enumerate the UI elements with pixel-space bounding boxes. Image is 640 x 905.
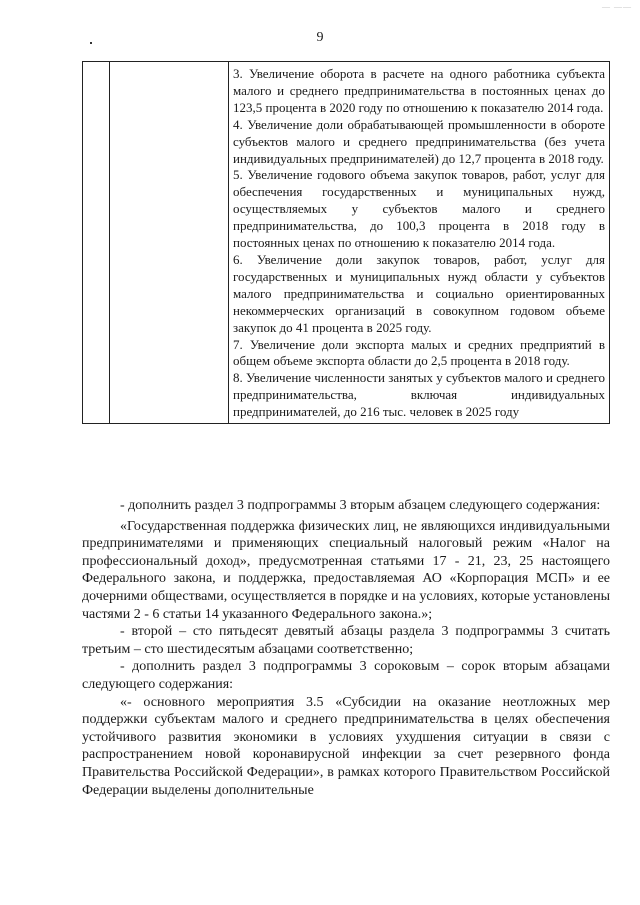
- paragraph: «- основного мероприятия 3.5 «Субсидии на оказание неотложных мер поддержки субъектам малого и среднего предпринимательства в целях обеспечения устойчивого развития экономики в условиях ухудшения ситуации в связи с распространением новой коронавирусной инфекции за счет резервного фонда Правительства Российской Федерации», в рамках которого Правительством Российской Федерации выделены дополнительные: [82, 694, 610, 798]
- page-number: 9: [316, 30, 324, 45]
- indicator-item: 5. Увеличение годового объема закупок товаров, работ, услуг для обеспечения государственных и муниципальных нужд, осуществляемых у субъектов малого и среднего предпринимательства, до 100,3 процента в 2018 году в постоянных ценах по отношению к показателю 2014 года.: [233, 167, 605, 251]
- indicators-table: [82, 61, 610, 424]
- paragraph: «Государственная поддержка физических лиц, не являющихся индивидуальными предпринимателями и применяющих специальный налоговый режим «Налог на профессиональный доход», предусмотренная статьями 17 - 21, 23, 25 настоящего Федерального закона, и поддержка, предоставляемая АО «Корпорация МСП» и ее дочерними обществами, осуществляется в порядке и на условиях, которые установлены частями 2 - 6 статьи 14 указанного Федерального закона.»;: [82, 518, 610, 622]
- corner-mark: — ——: [602, 2, 632, 11]
- indicator-item: 3. Увеличение оборота в расчете на одного работника субъекта малого и среднего предпринимательства в постоянных ценах до 123,5 процента в 2020 году по отношению к показателю 2014 года.: [233, 66, 605, 115]
- indicator-item: 7. Увеличение доли экспорта малых и средних предприятий в общем объеме экспорта области до 2,5 процента в 2018 году.: [233, 336, 605, 369]
- body-text: [82, 497, 610, 799]
- table-row: [83, 62, 610, 424]
- margin-dot: [90, 42, 92, 44]
- table-cell-indicators: [229, 62, 610, 424]
- table-cell-empty-1: [83, 62, 110, 424]
- indicator-item: 4. Увеличение доли обрабатывающей промышленности в обороте субъектов малого и среднего предпринимательства (без учета индивидуальных предпринимателей) до 12,7 процента в 2018 году.: [233, 116, 605, 166]
- indicator-item: 6. Увеличение доли закупок товаров, работ, услуг для государственных и муниципальных нужд области у субъектов малого предпринимательства и социально ориентированных некоммерческих организаций в совокупном годовом объеме закупок до 41 процента в 2025 году.: [233, 251, 605, 335]
- paragraph: - дополнить раздел 3 подпрограммы 3 сороковым – сорок вторым абзацами следующего содержания:: [82, 659, 610, 692]
- paragraph: - второй – сто пятьдесят девятый абзацы раздела 3 подпрограммы 3 считать третьим – сто шестидесятым абзацами соответственно;: [82, 624, 610, 657]
- table-cell-empty-2: [110, 62, 229, 424]
- paragraph: - дополнить раздел 3 подпрограммы 3 вторым абзацем следующего содержания:: [120, 498, 601, 513]
- indicator-item: 8. Увеличение численности занятых у субъектов малого и среднего предпринимательства, включая индивидуальных предпринимателей, до 216 тыс. человек в 2025 году: [233, 370, 605, 420]
